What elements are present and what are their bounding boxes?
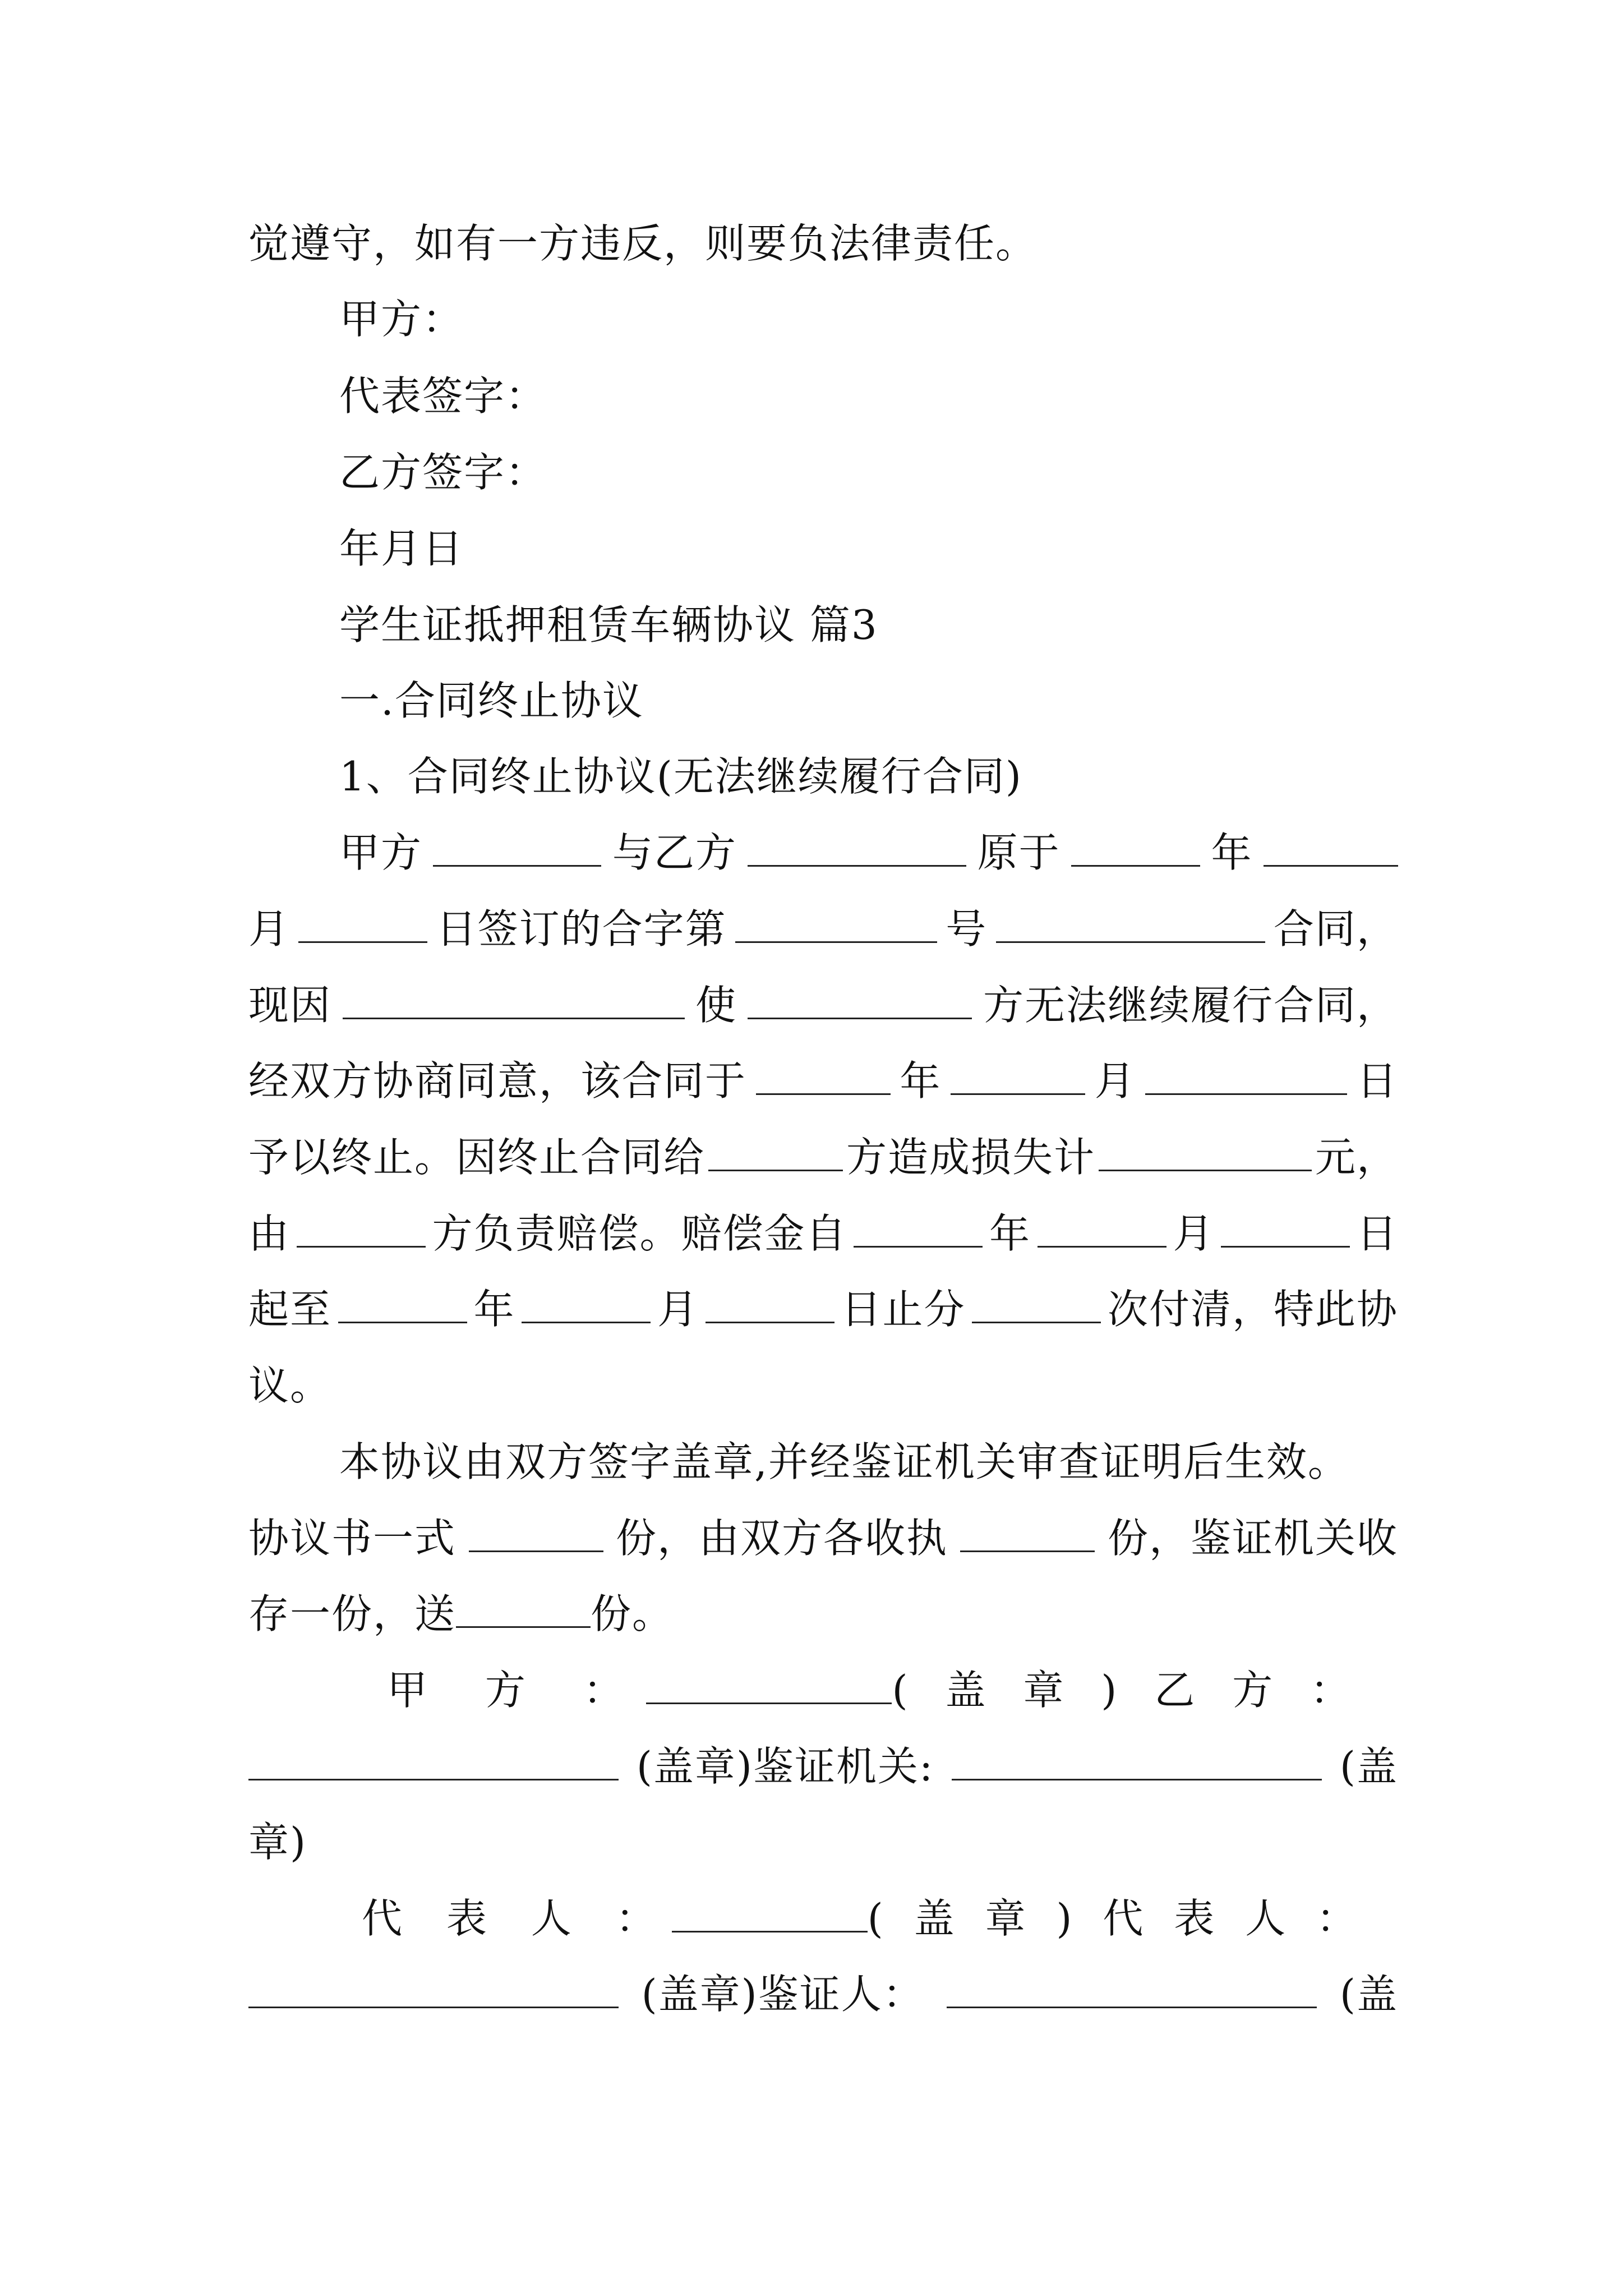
contract-line — [248, 977, 1398, 1033]
blank-field[interactable] — [735, 904, 937, 943]
contract-line — [339, 825, 1398, 881]
blank-field[interactable] — [706, 1285, 834, 1323]
text-segment: 份。 — [591, 1590, 674, 1637]
text-segment: 甲 方 ： — [387, 1667, 646, 1714]
text-segment: ( 盖 章 ) 代 表 人 ： — [867, 1895, 1366, 1942]
blank-field[interactable] — [1264, 828, 1398, 867]
contract-line — [248, 1129, 1398, 1185]
blank-field[interactable] — [343, 981, 685, 1019]
text-segment: 年 — [1211, 829, 1253, 876]
blank-field[interactable] — [1071, 828, 1200, 867]
contract-line — [248, 1281, 1398, 1337]
blank-field[interactable] — [338, 1285, 467, 1323]
blank-field[interactable] — [854, 1209, 983, 1248]
text-segment: 元， — [1315, 1134, 1398, 1181]
signature-line — [362, 1890, 1366, 1947]
party-a-label: 甲方： — [339, 296, 464, 343]
text-segment: 日 — [1356, 1057, 1398, 1105]
blank-field[interactable] — [433, 828, 601, 867]
text-segment: 予以终止。因终止合同给 — [248, 1134, 706, 1181]
text-segment: 月 — [657, 1286, 699, 1333]
contract-line — [248, 1586, 1398, 1642]
contract-line — [248, 1510, 1398, 1566]
blank-field[interactable] — [756, 1056, 891, 1095]
text-segment: 年 — [473, 1286, 515, 1333]
text-segment: 甲方 — [339, 829, 423, 876]
text-segment: (盖章)鉴证人： — [641, 1971, 924, 2018]
text-segment: 存一份，送 — [248, 1590, 457, 1637]
text-segment: ( 盖 章 ) 乙 方 ： — [892, 1667, 1363, 1714]
text-segment: 方无法继续履行合同， — [983, 982, 1398, 1029]
signature-line — [248, 1738, 1398, 1795]
contract-line — [248, 1053, 1398, 1109]
blank-field[interactable] — [522, 1285, 651, 1323]
blank-field[interactable] — [996, 904, 1265, 943]
signature-blank[interactable] — [947, 1970, 1317, 2008]
blank-field[interactable] — [469, 1513, 603, 1552]
blank-field[interactable] — [1221, 1209, 1350, 1248]
blank-field[interactable] — [951, 1056, 1085, 1095]
text-segment: 原于 — [977, 829, 1061, 876]
blank-field[interactable] — [297, 1209, 426, 1248]
text-line: 本协议由双方签字盖章,并经鉴证机关审查证明后生效。 — [339, 1438, 1349, 1485]
text-segment: 份，由双方各收执 — [615, 1515, 948, 1562]
text-segment: 方负责赔偿。赔偿金自 — [432, 1210, 847, 1257]
text-segment: (盖章)鉴证机关: — [636, 1743, 934, 1790]
text-segment: 代 表 人 ： — [362, 1895, 672, 1942]
blank-field[interactable] — [1099, 1133, 1312, 1171]
signature-line — [248, 1966, 1398, 2022]
signature-blank[interactable] — [672, 1894, 868, 1932]
subsection-heading: 一.合同终止协议 — [339, 677, 644, 724]
signature-blank[interactable] — [646, 1665, 892, 1704]
blank-field[interactable] — [456, 1589, 591, 1628]
text-segment: 合同， — [1273, 905, 1398, 953]
text-segment: 月 — [1094, 1057, 1136, 1105]
text-segment: 月 — [1173, 1210, 1215, 1257]
text-segment: (盖 — [1339, 1743, 1398, 1790]
text-segment: 日签订的合字第 — [436, 905, 727, 953]
date-label: 年月日 — [339, 525, 464, 572]
signature-blank[interactable] — [248, 1742, 619, 1780]
signature-line — [387, 1662, 1363, 1718]
blank-field[interactable] — [748, 828, 966, 867]
text-segment: 与乙方 — [612, 829, 737, 876]
text-segment: 号 — [946, 905, 988, 953]
contract-line — [248, 901, 1398, 957]
text-segment: 日 — [1356, 1210, 1398, 1257]
blank-field[interactable] — [960, 1513, 1095, 1552]
blank-field[interactable] — [1145, 1056, 1347, 1095]
representative-signature-label: 代表签字： — [339, 372, 547, 420]
text-segment: 日止分 — [841, 1286, 966, 1333]
text-segment: 经双方协商同意，该合同于 — [248, 1057, 747, 1105]
blank-field[interactable] — [972, 1285, 1101, 1323]
section-title: 学生证抵押租赁车辆协议 篇3 — [339, 601, 878, 648]
text-segment: 月 — [248, 905, 291, 953]
text-segment: 年 — [989, 1210, 1031, 1257]
blank-field[interactable] — [708, 1133, 843, 1171]
text-segment: 起至 — [248, 1286, 332, 1333]
text-segment: 份，鉴证机关收 — [1107, 1515, 1398, 1562]
text-line: 章) — [248, 1819, 307, 1866]
text-line: 议。 — [248, 1362, 332, 1409]
clause-heading: 1、合同终止协议(无法继续履行合同) — [339, 753, 1022, 800]
text-segment: (盖 — [1339, 1971, 1398, 2018]
blank-field[interactable] — [1038, 1209, 1166, 1248]
blank-field[interactable] — [748, 981, 972, 1019]
signature-blank[interactable] — [248, 1970, 619, 2008]
text-segment: 次付清，特此协 — [1107, 1286, 1398, 1333]
text-segment: 年 — [900, 1057, 942, 1105]
contract-line — [248, 1205, 1398, 1262]
text-segment: 方造成损失计 — [846, 1134, 1095, 1181]
party-b-signature-label: 乙方签字： — [339, 449, 547, 496]
text-segment: 协议书一式 — [248, 1515, 457, 1562]
text-segment: 现因 — [248, 982, 332, 1029]
text-line: 觉遵守，如有一方违反，则要负法律责任。 — [248, 220, 1038, 267]
text-segment: 使 — [695, 982, 737, 1029]
blank-field[interactable] — [298, 904, 427, 943]
signature-blank[interactable] — [952, 1742, 1322, 1780]
text-segment: 由 — [248, 1210, 291, 1257]
